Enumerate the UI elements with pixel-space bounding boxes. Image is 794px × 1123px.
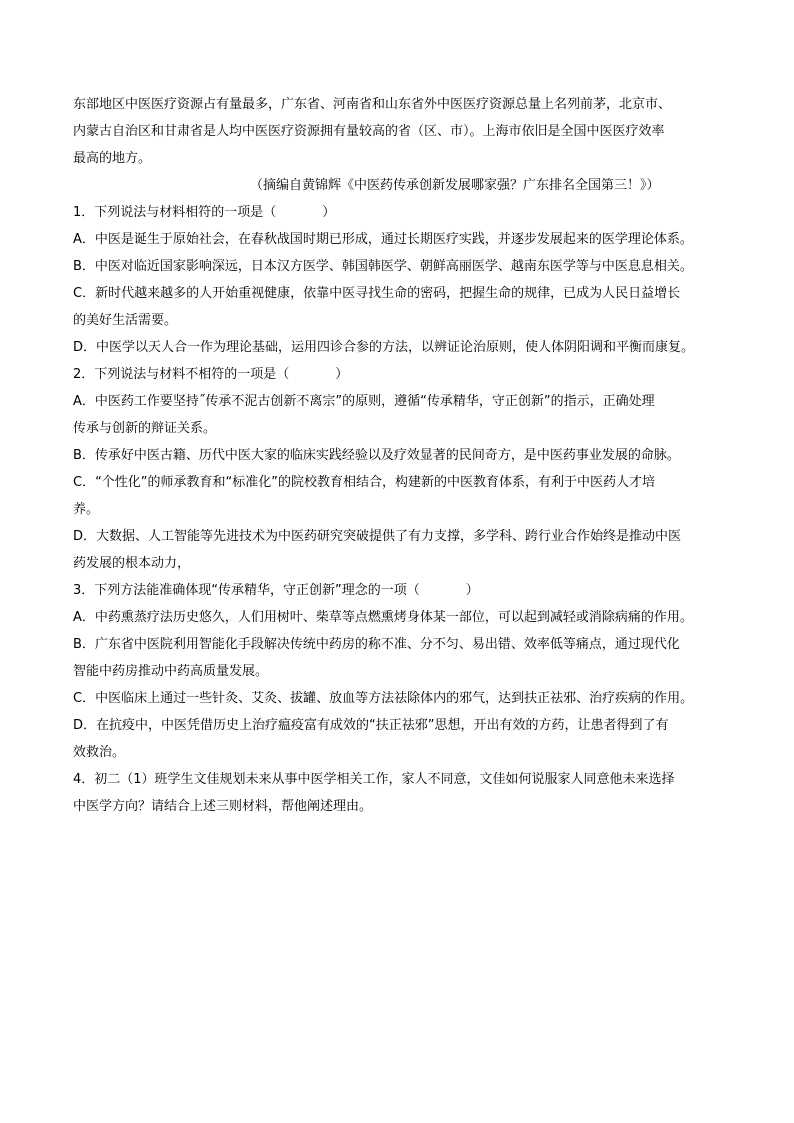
q3-option-b-line-2: 智能中药房推动中药高质量发展。	[73, 664, 269, 679]
q1-option-c-line-1: C．新时代越来越多的人开始重视健康，依靠中医寻找生命的密码，把握生命的规律，已成为人民日益增长	[73, 286, 681, 301]
q1-option-a: A．中医是诞生于原始社会，在春秋战国时期已形成，通过长期医疗实践，并逐步发展起来的医学理论体系。	[73, 232, 693, 247]
q3-option-c: C．中医临床上通过一些针灸、艾灸、拔罐、放血等方法祛除体内的邪气，达到扶正祛邪、治疗疾病的作用。	[73, 691, 694, 706]
q3-option-d-line-2: 效救治。	[73, 745, 126, 760]
q3-stem-close: ）	[465, 583, 479, 598]
q1-stem-close: ）	[322, 205, 336, 220]
q1-stem	[73, 205, 733, 221]
q2-option-c-line-1: C．“个性化”的师承教育和“标准化”的院校教育相结合，构建新的中医教育体系，有利于中医药人才培	[73, 475, 656, 490]
q4-line-2: 中医学方向？请结合上述三则材料，帮他阐述理由。	[73, 799, 373, 814]
q2-stem-text: 2．下列说法与材料不相符的一项是（	[73, 367, 290, 382]
passage-source: （摘编自黄锦辉《中医药传承创新发展哪家强？广东排名全国第三！》）	[250, 178, 660, 193]
q1-option-d: D．中医学以天人合一作为理论基础，运用四诊合参的方法，以辨证论治原则，使人体阴阳调和平衡而康复。	[73, 340, 695, 355]
q1-stem-text: 1．下列说法与材料相符的一项是（	[73, 205, 277, 220]
q3-option-a: A．中药熏蒸疗法历史悠久，人们用树叶、柴草等点燃熏烤身体某一部位，可以起到减轻或消除病痛的作用。	[73, 610, 693, 625]
q2-stem	[73, 367, 733, 383]
q2-option-b: B．传承好中医古籍、历代中医大家的临床实践经验以及疗效显著的民间奇方，是中医药事业发展的命脉。	[73, 448, 680, 463]
q2-option-c-line-2: 养。	[73, 502, 100, 517]
passage-line-2: 内蒙古自治区和甘肃省是人均中医医疗资源拥有量较高的省（区、市）。上海市依旧是全国中医医疗效率	[73, 124, 665, 139]
q2-option-a-line-1: A．中医药工作要坚持˝传承不泥古创新不离宗”的原则，遵循“传承精华，守正创新”的指示，正确处理	[73, 394, 655, 409]
q2-option-d-line-1: D．大数据、人工智能等先进技术为中医药研究突破提供了有力支撑，多学科、跨行业合作始终是推动中医	[73, 529, 682, 544]
q2-option-a-line-2: 传承与创新的辩证关系。	[73, 421, 217, 436]
q4-line-1: 4．初二（1）班学生文佳规划未来从事中医学相关工作，家人不同意，文佳如何说服家人同意他未来选择	[73, 772, 675, 787]
q3-stem	[73, 583, 733, 599]
q1-option-b: B．中医对临近国家影响深远，日本汉方医学、韩国韩医学、朝鲜高丽医学、越南东医学等与中医息息相关。	[73, 259, 693, 274]
passage-line-1: 东部地区中医医疗资源占有量最多，广东省、河南省和山东省外中医医疗资源总量上名列前茅，北京市、	[73, 97, 672, 112]
q1-option-c-line-2: 的美好生活需要。	[73, 313, 178, 328]
q2-option-d-line-2: 药发展的根本动力，	[73, 556, 191, 571]
q3-stem-text: 3．下列方法能准确体现“传承精华，守正创新”理念的一项（	[73, 583, 420, 598]
passage-line-3: 最高的地方。	[73, 151, 152, 166]
q2-stem-close: ）	[335, 367, 349, 382]
q3-option-b-line-1: B．广东省中医院利用智能化手段解决传统中药房的称不准、分不匀、易出错、效率低等痛点，通过现代化	[73, 637, 680, 652]
q3-option-d-line-1: D．在抗疫中，中医凭借历史上治疗瘟疫富有成效的“扶正祛邪”思想，开出有效的方药，让患者得到了有	[73, 718, 669, 733]
